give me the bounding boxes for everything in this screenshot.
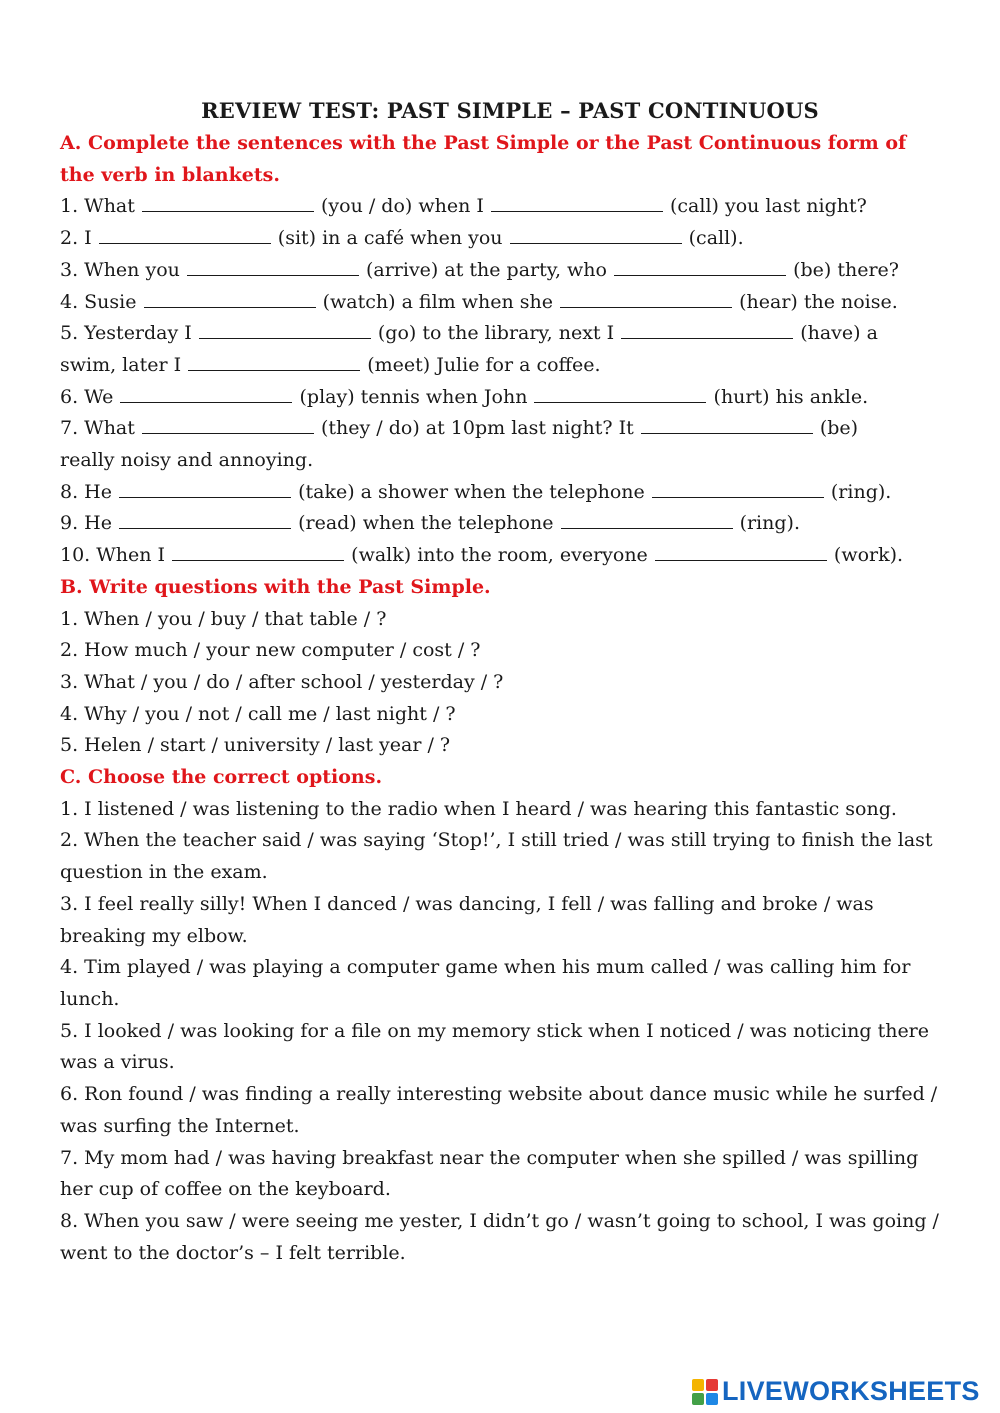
answer-blank[interactable] [199, 321, 371, 339]
answer-blank[interactable] [510, 226, 682, 244]
answer-blank[interactable] [120, 385, 292, 403]
section-a-heading [60, 128, 940, 191]
c-item: 1. I listened / was listening to the radio when I heard / was hearing this fantastic song. [60, 797, 897, 820]
liveworksheets-logo-icon [692, 1379, 718, 1405]
a-item-8: 8. He (take) a shower when the telephone (ring). [60, 480, 892, 503]
c-item: 3. I feel really silly! When I danced / was dancing, I fell / was falling and broke / was breaking my elbow. [60, 892, 874, 947]
b-item: 2. How much / your new computer / cost / ? [60, 639, 481, 662]
c-item: 6. Ron found / was finding a really interesting website about dance music while he surfed / was surfing the Internet. [60, 1083, 938, 1137]
c-item: 4. Tim played / was playing a computer game when his mum called / was calling him for lunch. [60, 956, 911, 1010]
answer-blank[interactable] [119, 511, 291, 529]
section-a-heading-line1: A. Complete the sentences with the Past Simple or the Past Continuous form of [60, 132, 907, 154]
c-item: 5. I looked / was looking for a file on my memory stick when I noticed / was noticing there was a virus. [60, 1019, 930, 1074]
brand-name: LIVEWORKSHEETS [722, 1376, 980, 1406]
page-title: REVIEW TEST: PAST SIMPLE – PAST CONTINUOUS [201, 98, 819, 123]
section-c-heading: C. Choose the correct options. [60, 766, 383, 789]
a-item-7: 7. What (they / do) at 10pm last night? It (be) [60, 417, 859, 440]
answer-blank[interactable] [119, 480, 291, 498]
a-item-7-cont: really noisy and annoying. [60, 449, 314, 472]
a-item-6: 6. We (play) tennis when John (hurt) his ankle. [60, 385, 869, 408]
c-item: 7. My mom had / was having breakfast near the computer when she spilled / was spilling her cup of coffee on the keyboard. [60, 1146, 919, 1201]
a-item-5: 5. Yesterday I (go) to the library, next I (have) a [60, 322, 878, 345]
answer-blank[interactable] [491, 194, 663, 212]
b-item: 1. When / you / buy / that table / ? [60, 607, 387, 630]
section-b-heading: B. Write questions with the Past Simple. [60, 575, 491, 598]
answer-blank[interactable] [142, 416, 314, 434]
a-item-5-cont: swim, later I (meet) Julie for a coffee. [60, 353, 601, 376]
answer-blank[interactable] [621, 321, 793, 339]
a-item-4: 4. Susie (watch) a film when she (hear) the noise. [60, 290, 898, 313]
c-item: 8. When you saw / were seeing me yester, I didn’t go / wasn’t going to school, I was going / went to the doctor’s – I felt terrible. [60, 1209, 939, 1264]
a-item-3: 3. When you (arrive) at the party, who (be) there? [60, 258, 899, 281]
answer-blank[interactable] [655, 543, 827, 561]
section-a-heading-line2: the verb in blankets. [60, 163, 280, 186]
answer-blank[interactable] [144, 290, 316, 308]
a-item-1: 1. What (you / do) when I (call) you last night? [60, 195, 867, 218]
answer-blank[interactable] [561, 511, 733, 529]
liveworksheets-logo[interactable] [692, 1376, 980, 1407]
answer-blank[interactable] [172, 543, 344, 561]
answer-blank[interactable] [534, 385, 706, 403]
answer-blank[interactable] [641, 416, 813, 434]
answer-blank[interactable] [188, 353, 360, 371]
answer-blank[interactable] [99, 226, 271, 244]
answer-blank[interactable] [614, 258, 786, 276]
b-item: 5. Helen / start / university / last year / ? [60, 734, 451, 757]
answer-blank[interactable] [142, 194, 314, 212]
answer-blank[interactable] [652, 480, 824, 498]
answer-blank[interactable] [560, 290, 732, 308]
c-item: 2. When the teacher said / was saying ‘Stop!’, I still tried / was still trying to finish the last question in the exam. [60, 829, 933, 884]
answer-blank[interactable] [187, 258, 359, 276]
worksheet-page [60, 94, 940, 1269]
b-item: 3. What / you / do / after school / yesterday / ? [60, 670, 504, 693]
b-item: 4. Why / you / not / call me / last night / ? [60, 702, 456, 725]
a-item-9: 9. He (read) when the telephone (ring). [60, 512, 800, 535]
a-item-2: 2. I (sit) in a café when you (call). [60, 227, 744, 250]
a-item-10: 10. When I (walk) into the room, everyone (work). [60, 544, 904, 567]
